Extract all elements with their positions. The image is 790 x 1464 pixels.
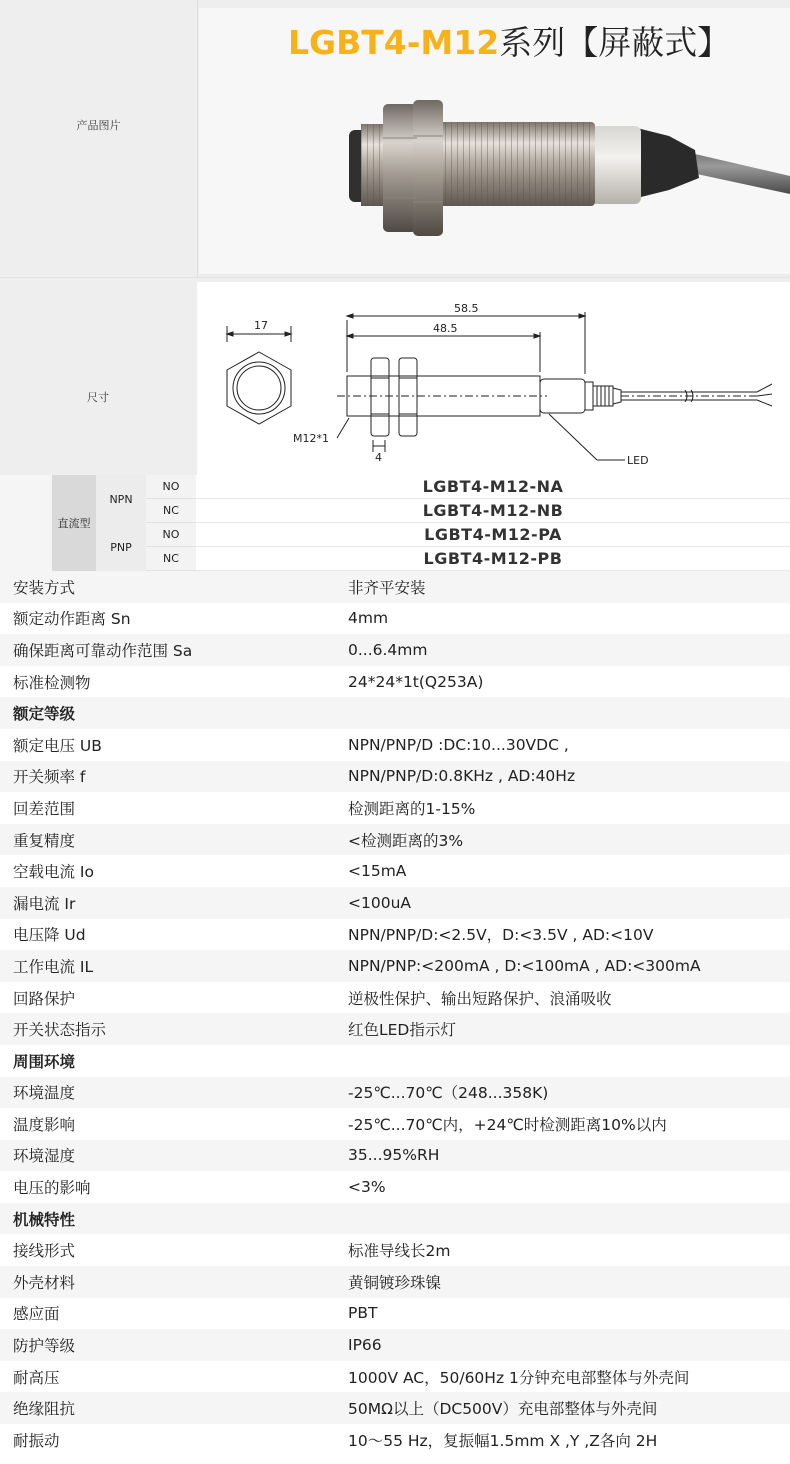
product-image-label: 产品图片 bbox=[76, 119, 121, 132]
spec-row bbox=[0, 855, 790, 887]
spec-key: 耐振动 bbox=[13, 1431, 60, 1450]
spec-value: -25℃...70℃内，+24℃时检测距离10%以内 bbox=[348, 1115, 667, 1134]
spec-row bbox=[0, 1234, 790, 1266]
spec-value: NPN/PNP/D :DC:10...30VDC , bbox=[348, 735, 569, 754]
spec-value: 逆极性保护、输出短路保护、浪涌吸收 bbox=[348, 989, 612, 1008]
spec-value: 检测距离的1-15% bbox=[348, 799, 476, 818]
spec-key: 耐高压 bbox=[13, 1368, 60, 1387]
spec-row bbox=[0, 1392, 790, 1424]
spec-table bbox=[0, 571, 790, 1456]
spec-key: 外壳材料 bbox=[13, 1273, 76, 1292]
spec-row bbox=[0, 1298, 790, 1330]
thread-label-text: M12*1 bbox=[293, 432, 329, 445]
spec-value: 1000V AC，50/60Hz 1分钟充电部整体与外壳间 bbox=[348, 1368, 690, 1387]
model-table bbox=[0, 475, 790, 571]
spec-key: 温度影响 bbox=[13, 1115, 76, 1134]
spec-row bbox=[0, 1329, 790, 1361]
model-category: 直流型 bbox=[52, 475, 96, 571]
spec-row bbox=[0, 982, 790, 1014]
spec-key: 周围环境 bbox=[13, 1052, 76, 1071]
spec-key: 电压的影响 bbox=[13, 1179, 91, 1198]
spec-key: 回路保护 bbox=[13, 989, 76, 1008]
spec-row bbox=[0, 1140, 790, 1172]
model-type-pnp: PNP bbox=[96, 523, 146, 571]
spec-row bbox=[0, 634, 790, 666]
spec-row bbox=[0, 1424, 790, 1456]
spec-value: PBT bbox=[348, 1304, 378, 1323]
model-name: LGBT4-M12-PB bbox=[196, 547, 790, 571]
spec-row bbox=[0, 1013, 790, 1045]
product-image-label-cell bbox=[0, 0, 198, 277]
spec-key: 感应面 bbox=[13, 1305, 60, 1324]
model-name: LGBT4-M12-NB bbox=[196, 499, 790, 523]
spec-key: 重复精度 bbox=[13, 831, 76, 850]
spec-row bbox=[0, 792, 790, 824]
spec-value: IP66 bbox=[348, 1336, 382, 1355]
spec-value: <15mA bbox=[348, 862, 407, 881]
spec-row bbox=[0, 761, 790, 793]
spec-key: 环境温度 bbox=[13, 1084, 76, 1103]
spec-value: <3% bbox=[348, 1178, 386, 1197]
spec-value: 红色LED指示灯 bbox=[348, 1021, 456, 1040]
spec-value: NPN/PNP/D:<2.5V，D:<3.5V , AD:<10V bbox=[348, 926, 654, 945]
spec-key: 环境湿度 bbox=[13, 1147, 76, 1166]
spec-row bbox=[0, 729, 790, 761]
spec-row bbox=[0, 1171, 790, 1203]
product-image-section bbox=[0, 0, 790, 277]
spec-key: 开关频率 f bbox=[13, 768, 86, 787]
spec-value: 50MΩ以上（DC500V）充电部整体与外壳间 bbox=[348, 1400, 658, 1419]
title-series: 系列【屏蔽式】 bbox=[499, 23, 731, 62]
spec-value: 24*24*1t(Q253A) bbox=[348, 672, 484, 691]
spec-section-header bbox=[0, 697, 790, 729]
spec-key: 开关状态指示 bbox=[13, 1021, 107, 1040]
spec-section-header bbox=[0, 1045, 790, 1077]
spec-key: 绝缘阻抗 bbox=[13, 1400, 76, 1419]
spec-key: 额定等级 bbox=[13, 705, 76, 724]
dimensions-drawing-cell bbox=[197, 282, 790, 476]
spec-row bbox=[0, 950, 790, 982]
spec-key: 空载电流 Io bbox=[13, 863, 94, 882]
spec-row bbox=[0, 1266, 790, 1298]
model-sub-nc: NC bbox=[146, 547, 196, 571]
title-model: LGBT4-M12 bbox=[288, 23, 500, 62]
spec-value: 黄铜镀珍珠镍 bbox=[348, 1273, 442, 1292]
spec-value: 4mm bbox=[348, 609, 389, 628]
spec-key: 额定电压 UB bbox=[13, 736, 102, 755]
spec-value: -25℃...70℃（248...358K) bbox=[348, 1084, 549, 1103]
spec-key: 确保距离可靠动作范围 Sa bbox=[13, 641, 193, 660]
spec-key: 回差范围 bbox=[13, 799, 76, 818]
hex-front-view bbox=[227, 319, 291, 424]
spec-value: 35...95%RH bbox=[348, 1146, 440, 1165]
spec-row bbox=[0, 887, 790, 919]
spec-key: 安装方式 bbox=[13, 578, 76, 597]
spec-value: 0...6.4mm bbox=[348, 640, 428, 659]
spec-section-header bbox=[0, 1203, 790, 1235]
dimensions-section bbox=[0, 277, 790, 475]
spec-row bbox=[0, 666, 790, 698]
dim-48-5-text: 48.5 bbox=[433, 322, 458, 335]
model-table-blank bbox=[0, 475, 52, 571]
spec-row bbox=[0, 603, 790, 635]
dimension-drawing bbox=[197, 282, 790, 476]
dim-17-text: 17 bbox=[254, 319, 268, 332]
spec-value: 非齐平安装 bbox=[348, 578, 426, 597]
spec-key: 电压降 Ud bbox=[13, 926, 86, 945]
model-sub-nc: NC bbox=[146, 499, 196, 523]
spec-key: 接线形式 bbox=[13, 1242, 76, 1261]
spec-value: <100uA bbox=[348, 893, 411, 912]
spec-row bbox=[0, 1108, 790, 1140]
model-name: LGBT4-M12-NA bbox=[196, 475, 790, 499]
led-label-text: LED bbox=[627, 454, 649, 467]
spec-row bbox=[0, 1361, 790, 1393]
spec-key: 防护等级 bbox=[13, 1337, 76, 1356]
model-type-npn: NPN bbox=[96, 475, 146, 523]
spec-key: 额定动作距离 Sn bbox=[13, 610, 131, 629]
spec-key: 工作电流 IL bbox=[13, 957, 94, 976]
model-name: LGBT4-M12-PA bbox=[196, 523, 790, 547]
spec-value: NPN/PNP/D:0.8KHz , AD:40Hz bbox=[348, 767, 576, 786]
dim-4-text: 4 bbox=[375, 451, 382, 464]
spec-key: 标准检测物 bbox=[13, 673, 91, 692]
sensor-side-view bbox=[293, 302, 772, 467]
spec-row bbox=[0, 1077, 790, 1109]
spec-row bbox=[0, 824, 790, 856]
spec-value: 标准导线长2m bbox=[348, 1242, 451, 1261]
spec-value: <检测距离的3% bbox=[348, 831, 464, 850]
model-sub-no: NO bbox=[146, 475, 196, 499]
spec-key: 漏电流 Ir bbox=[13, 894, 76, 913]
model-sub-no: NO bbox=[146, 523, 196, 547]
spec-row bbox=[0, 571, 790, 603]
dimensions-label: 尺寸 bbox=[87, 391, 109, 404]
dimensions-label-cell bbox=[0, 278, 196, 476]
dim-58-5-text: 58.5 bbox=[454, 302, 479, 315]
page-title bbox=[288, 20, 730, 66]
spec-key: 机械特性 bbox=[13, 1210, 76, 1229]
spec-value: NPN/PNP:<200mA , D:<100mA , AD:<300mA bbox=[348, 956, 701, 975]
spec-row bbox=[0, 919, 790, 951]
spec-value: 10～55 Hz，复振幅1.5mm X ,Y ,Z各向 2H bbox=[348, 1431, 658, 1450]
